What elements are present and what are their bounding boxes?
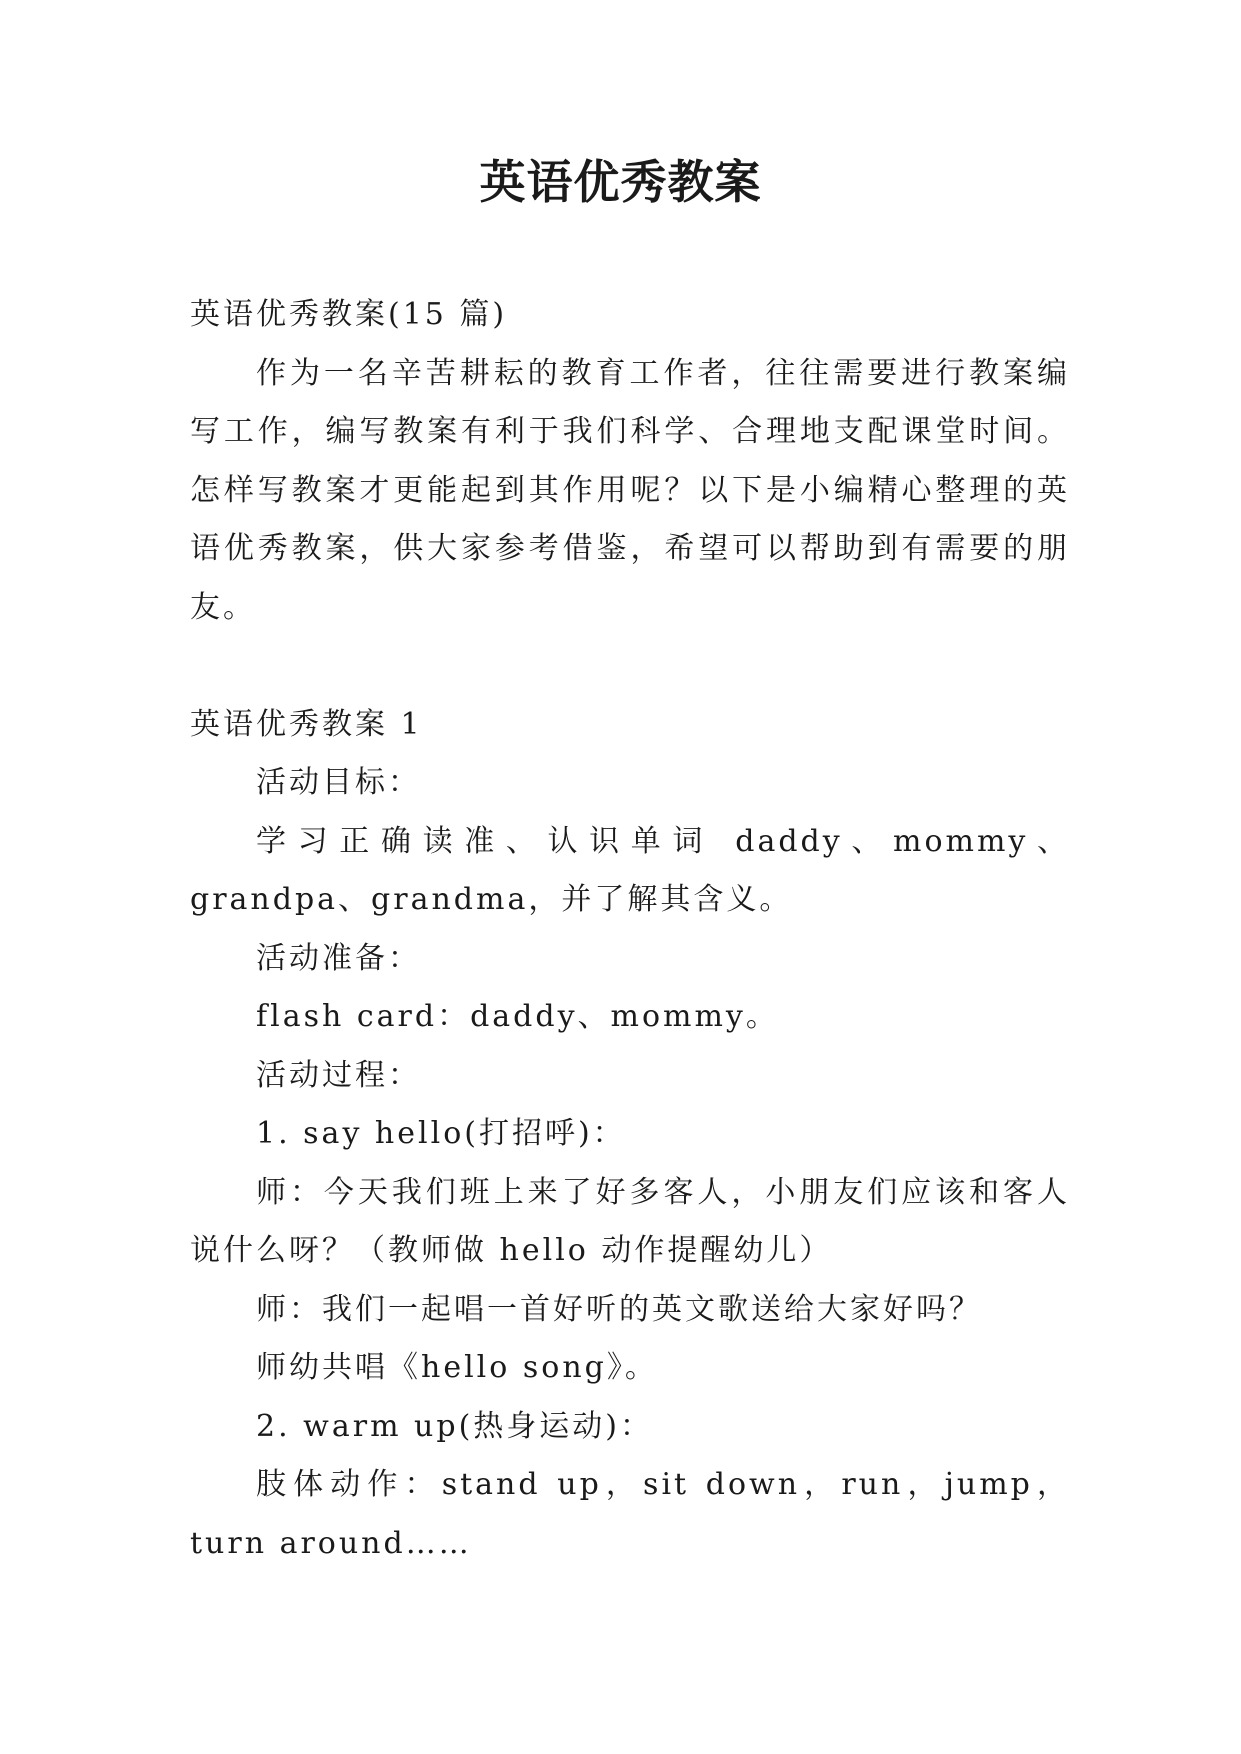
section-paragraph: 活动准备： — [256, 940, 421, 976]
section-paragraph: 1. say hello(打招呼)： — [256, 1116, 626, 1151]
section-paragraph: 肢体动作：stand up，sit down，run，jump，turn around…… — [190, 1467, 1070, 1561]
section-paragraph: flash card：daddy、mommy。 — [256, 999, 779, 1034]
section-heading: 英语优秀教案 1 — [190, 706, 423, 742]
section-paragraph: 2. warm up(热身运动)： — [256, 1408, 653, 1444]
intro-paragraph: 作为一名辛苦耕耘的教育工作者，往往需要进行教案编写工作，编写教案有利于我们科学、合理地支配课堂时间。怎样写教案才更能起到其作用呢？以下是小编精心整理的英语优秀教案，供大家参考借鉴，希望可以帮助到有需要的朋友。 — [190, 355, 1070, 625]
section-paragraph: 师：我们一起唱一首好听的英文歌送给大家好吗？ — [256, 1291, 982, 1327]
paragraph-gap — [190, 637, 1070, 696]
section-paragraph: 师幼共唱《hello song》。 — [256, 1350, 658, 1385]
document-subtitle: 英语优秀教案(15 篇) — [190, 297, 508, 332]
section-paragraph: 学习正确读准、认识单词 daddy、mommy、grandpa、grandma，并了解其含义。 — [190, 823, 1070, 917]
document-body — [190, 286, 1070, 1573]
section-paragraph: 活动过程： — [256, 1057, 421, 1093]
document-title: 英语优秀教案 — [479, 155, 762, 209]
section-paragraph: 师：今天我们班上来了好多客人，小朋友们应该和客人说什么呀？（教师做 hello 动作提醒幼儿） — [190, 1174, 1070, 1268]
section-paragraph: 活动目标： — [256, 765, 421, 800]
